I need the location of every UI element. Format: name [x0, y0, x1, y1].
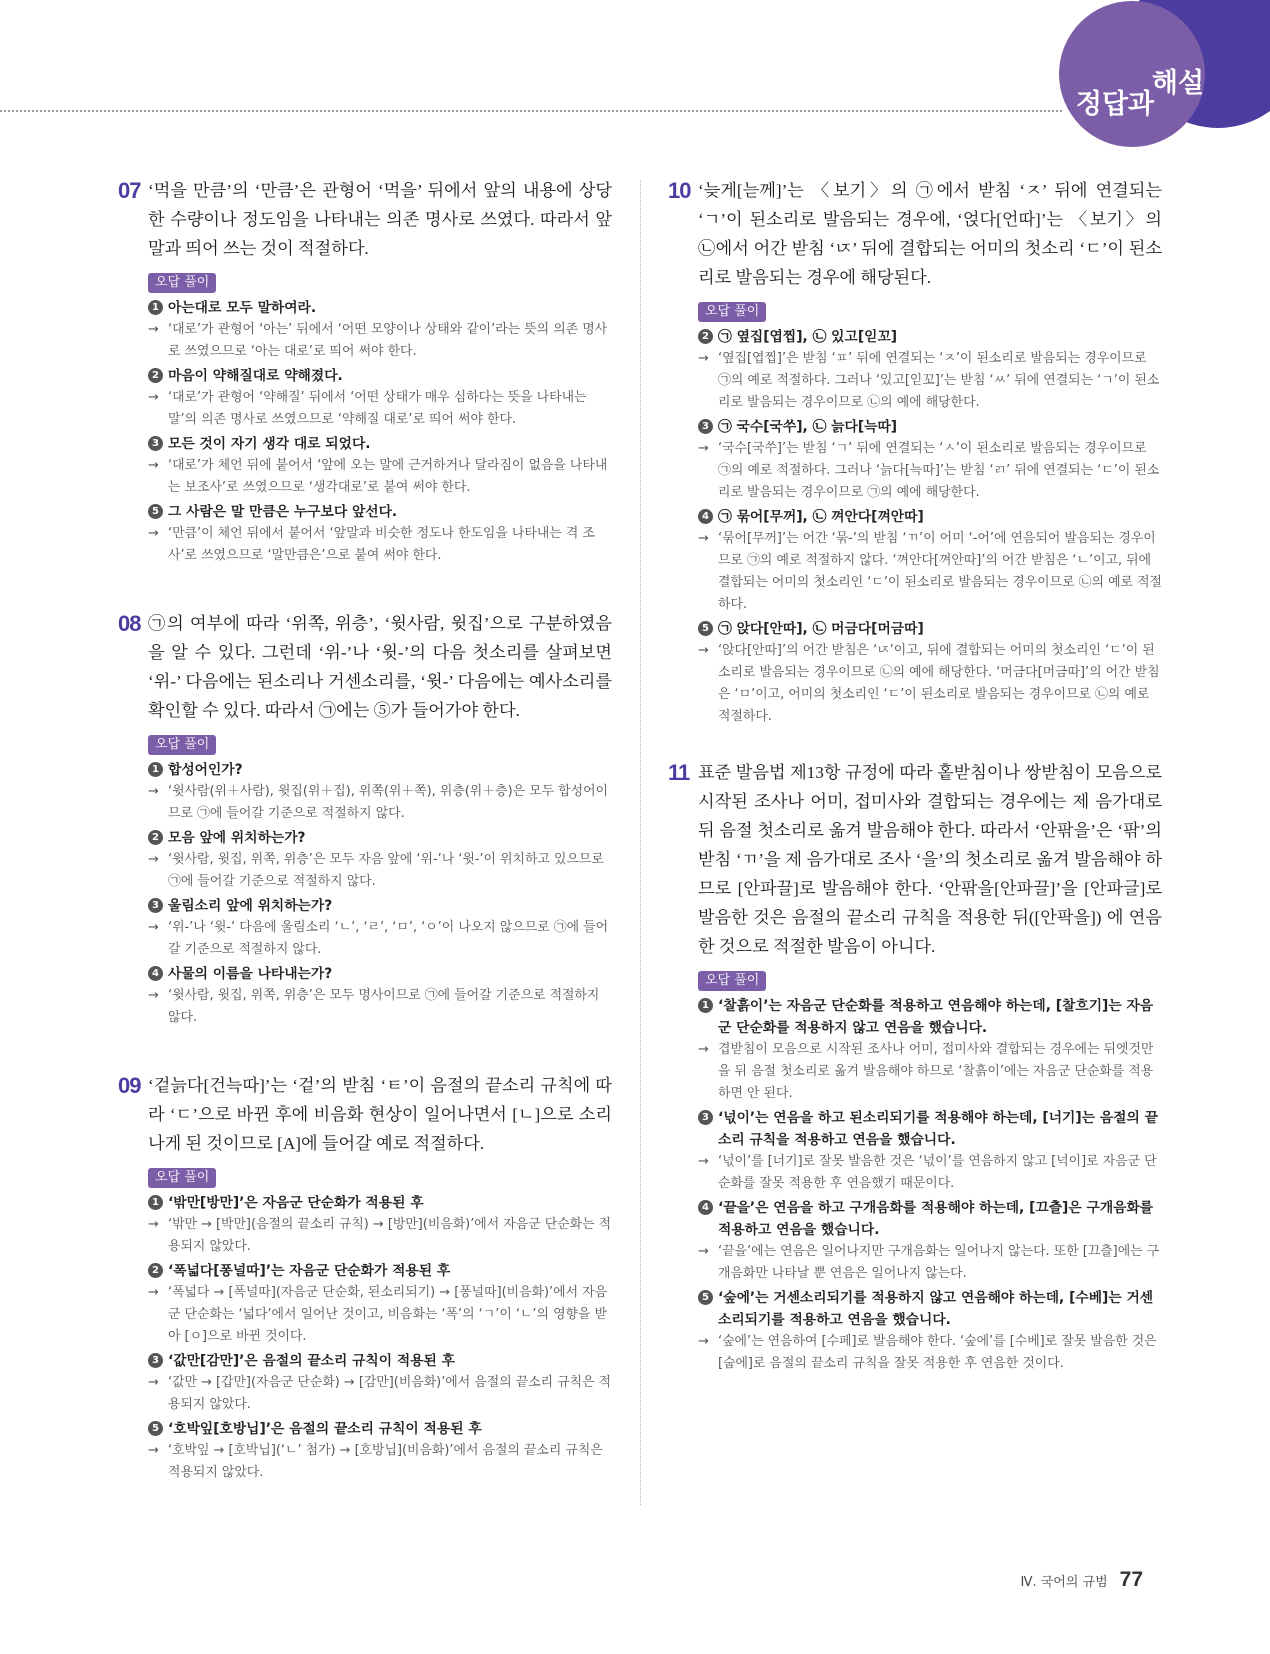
option-item	[148, 1350, 612, 1416]
option-item	[148, 827, 612, 893]
question-07	[118, 176, 612, 567]
arrow-icon: →	[148, 920, 159, 935]
option-item	[148, 1192, 612, 1258]
option-explanation: ‘값만 → [갑만](자음군 단순화) → [감만](비음화)’에서 음절의 끝소리 규칙은 적용되지 않았다.	[168, 1375, 612, 1412]
option-title: 합성어인가?	[168, 762, 243, 778]
option-number-icon: 3	[148, 436, 163, 451]
option-number-icon: 2	[148, 1263, 163, 1278]
left-column	[118, 176, 612, 1484]
arrow-icon: →	[148, 322, 159, 337]
arrow-icon: →	[698, 531, 709, 546]
option-number-icon: 5	[148, 504, 163, 519]
option-item	[698, 995, 1162, 1105]
arrow-icon: →	[698, 1154, 709, 1169]
question-explanation: ‘먹을 만큼’의 ‘만큼’은 관형어 ‘먹을’ 뒤에서 앞의 내용에 상당한 수량이나 정도임을 나타내는 의존 명사로 쓰였다. 따라서 앞말과 띄어 쓰는 것이 적절하다.	[148, 181, 612, 258]
arrow-icon: →	[148, 390, 159, 405]
question-number: 10	[668, 178, 691, 203]
option-number-icon: 2	[698, 329, 713, 344]
wrong-answer-badge: 오답 풀이	[148, 273, 216, 293]
wrong-answer-badge: 오답 풀이	[148, 735, 216, 755]
option-explanation: ‘넋이’를 [너기]로 잘못 발음한 것은 ‘넋이’를 연음하지 않고 [넉이]로 자음군 단순화를 잘못 적용한 후 연음했기 때문이다.	[718, 1154, 1157, 1191]
option-title: ‘호박잎[호방닙]’은 음절의 끝소리 규칙이 적용된 후	[168, 1421, 482, 1437]
page-footer	[1020, 1568, 1143, 1592]
option-explanation: ‘묶어[무꺼]’는 어간 ‘묶-’의 받침 ‘ㄲ’이 어미 ‘-어’에 연음되어 발음되는 경우이므로 ㉠의 예로 적절하지 않다. ‘껴안다[껴안따]’의 어간 받침은 ‘ㄴ’이고, 뒤에 결합되는 어미의 첫소리인 ‘ㄷ’이 된소리로 발음되는 경우이므로 ㉡의 예로 적절하다.	[718, 531, 1162, 612]
wrong-answer-badge: 오답 풀이	[148, 1168, 216, 1188]
option-item	[698, 1287, 1162, 1375]
option-number-icon: 3	[148, 898, 163, 913]
header-dotted-rule	[0, 110, 1062, 112]
option-title: ‘숲에’는 거센소리되기를 적용하지 않고 연음해야 하는데, [수베]는 거센소리되기를 적용하고 연음을 했습니다.	[718, 1290, 1154, 1328]
option-item	[698, 1107, 1162, 1195]
option-title: 사물의 이름을 나타내는가?	[168, 966, 333, 982]
option-explanation: ‘밖만 → [박만](음절의 끝소리 규칙) → [방만](비음화)’에서 자음군 단순화는 적용되지 않았다.	[168, 1217, 612, 1254]
option-title: ㉠ 앉다[안따], ㉡ 머금다[머금따]	[718, 621, 924, 637]
option-number-icon: 1	[698, 998, 713, 1013]
option-item	[148, 433, 612, 499]
arrow-icon: →	[148, 1285, 159, 1300]
arrow-icon: →	[698, 351, 709, 366]
option-number-icon: 2	[148, 368, 163, 383]
option-item	[148, 365, 612, 431]
option-title: 아는대로 모두 말하여라.	[168, 300, 317, 316]
option-number-icon: 3	[698, 419, 713, 434]
arrow-icon: →	[148, 1375, 159, 1390]
option-number-icon: 4	[698, 509, 713, 524]
wrong-answer-badge: 오답 풀이	[698, 302, 766, 322]
option-explanation: ‘호박잎 → [호박닙](‘ㄴ’ 첨가) → [호방닙](비음화)’에서 음절의 끝소리 규칙은 적용되지 않았다.	[168, 1443, 603, 1480]
option-item	[698, 416, 1162, 504]
header-title-line1: 해설	[1151, 68, 1205, 98]
option-title: 모든 것이 자기 생각 대로 되었다.	[168, 436, 371, 452]
option-explanation: ‘윗사람, 윗집, 위쪽, 위층’은 모두 명사이므로 ㉠에 들어갈 기준으로 적절하지 않다.	[168, 988, 600, 1025]
option-item	[698, 506, 1162, 616]
question-explanation: ㉠의 여부에 따라 ‘위쪽, 위층’, ‘윗사람, 윗집’으로 구분하였음을 알 수 있다. 그런데 ‘위-’나 ‘윗-’의 다음 첫소리를 살펴보면 ‘위-’ 다음에는 된소리나 거센소리를, ‘윗-’ 다음에는 예사소리를 확인할 수 있다. 따라서 ㉠에는 ⑤가 들어가야 한다.	[148, 614, 612, 720]
question-08	[118, 609, 612, 1029]
option-number-icon: 4	[698, 1200, 713, 1215]
footer-section-title: Ⅳ. 국어의 규범	[1020, 1575, 1108, 1590]
option-number-icon: 1	[148, 1195, 163, 1210]
option-item	[148, 963, 612, 1029]
arrow-icon: →	[148, 458, 159, 473]
option-explanation: ‘폭넓다 → [폭널따](자음군 단순화, 된소리되기) → [퐁널따](비음화)’에서 자음군 단순화는 ‘넓다’에서 일어난 것이고, 비음화는 ‘폭’의 ‘ㄱ’이 ‘ㄴ’의 영향을 받아 [ㅇ]으로 바뀐 것이다.	[168, 1285, 608, 1344]
question-10	[668, 176, 1162, 728]
option-explanation: ‘윗사람, 윗집, 위쪽, 위층’은 모두 자음 앞에 ‘위-’나 ‘윗-’이 위치하고 있으므로 ㉠에 들어갈 기준으로 적절하지 않다.	[168, 852, 604, 889]
option-explanation: ‘윗사람(위＋사람), 윗집(위＋집), 위쪽(위＋쪽), 위층(위＋층)은 모두 합성어이므로 ㉠에 들어갈 기준으로 적절하지 않다.	[168, 784, 608, 821]
option-item	[148, 895, 612, 961]
option-explanation: ‘숲에’는 연음하여 [수페]로 발음해야 한다. ‘숲에’를 [수베]로 잘못 발음한 것은 [숩에]로 음절의 끝소리 규칙을 잘못 적용한 후 연음한 것이다.	[718, 1334, 1157, 1371]
option-number-icon: 1	[148, 762, 163, 777]
option-title: ㉠ 옆집[엽찝], ㉡ 있고[읻꼬]	[718, 329, 898, 345]
page-number: 77	[1119, 1568, 1143, 1591]
option-explanation: ‘만큼’이 체언 뒤에서 붙어서 ‘앞말과 비슷한 정도나 한도임을 나타내는 격 조사’로 쓰였으므로 ‘말만큼은’으로 붙여 써야 한다.	[168, 526, 595, 563]
option-number-icon: 1	[148, 300, 163, 315]
arrow-icon: →	[698, 1042, 709, 1057]
question-number: 11	[668, 760, 690, 785]
option-explanation: ‘대로’가 체언 뒤에 붙어서 ‘앞에 오는 말에 근거하거나 달라짐이 없음을 나타내는 보조사’로 쓰였으므로 ‘생각대로’로 붙여 써야 한다.	[168, 458, 608, 495]
question-explanation: ‘겉늙다[건늑따]’는 ‘겉’의 받침 ‘ㅌ’이 음절의 끝소리 규칙에 따라 ‘ㄷ’으로 바뀐 후에 비음화 현상이 일어나면서 [ㄴ]으로 소리 나게 된 것이므로 [A]에 들어갈 예로 적절하다.	[148, 1076, 612, 1153]
option-item	[148, 501, 612, 567]
option-item	[148, 1260, 612, 1348]
header-corner-decoration	[0, 0, 1270, 160]
arrow-icon: →	[698, 1334, 709, 1349]
option-number-icon: 2	[148, 830, 163, 845]
question-number: 08	[118, 611, 141, 636]
arrow-icon: →	[698, 1244, 709, 1259]
arrow-icon: →	[148, 852, 159, 867]
option-title: ‘찰흙이’는 자음군 단순화를 적용하고 연음해야 하는데, [찰흐기]는 자음군 단순화를 적용하지 않고 연음을 했습니다.	[718, 998, 1154, 1036]
option-title: ‘값만[감만]’은 음절의 끝소리 규칙이 적용된 후	[168, 1353, 456, 1369]
option-item	[148, 297, 612, 363]
option-number-icon: 3	[148, 1353, 163, 1368]
question-number: 09	[118, 1073, 141, 1098]
option-title: ‘넋이’는 연음을 하고 된소리되기를 적용해야 하는데, [너기]는 음절의 끝소리 규칙을 적용하고 연음을 했습니다.	[718, 1110, 1158, 1148]
option-number-icon: 5	[148, 1421, 163, 1436]
option-explanation: ‘끝을’에는 연음은 일어나지만 구개음화는 일어나지 않는다. 또한 [끄츨]에는 구개음화만 나타날 뿐 연음은 일어나지 않는다.	[718, 1244, 1160, 1281]
option-item	[698, 326, 1162, 414]
option-explanation: ‘국수[국쑤]’는 받침 ‘ㄱ’ 뒤에 연결되는 ‘ㅅ’이 된소리로 발음되는 경우이므로 ㉠의 예로 적절하다. 그러나 ‘늙다[늑따]’는 받침 ‘ㄺ’ 뒤에 연결되는 ‘ㄷ’이 된소리로 발음되는 경우이므로 ㉠의 예에 해당한다.	[718, 441, 1160, 500]
option-explanation: ‘위-’나 ‘윗-’ 다음에 울림소리 ‘ㄴ’, ‘ㄹ’, ‘ㅁ’, ‘ㅇ’이 나오지 않으므로 ㉠에 들어갈 기준으로 적절하지 않다.	[168, 920, 609, 957]
question-11	[668, 758, 1162, 1375]
header-title-line2: 정답과	[1075, 89, 1155, 119]
option-number-icon: 5	[698, 621, 713, 636]
option-number-icon: 3	[698, 1110, 713, 1125]
arrow-icon: →	[148, 784, 159, 799]
arrow-icon: →	[698, 643, 709, 658]
wrong-answer-badge: 오답 풀이	[698, 971, 766, 991]
option-item	[148, 1418, 612, 1484]
arrow-icon: →	[148, 1217, 159, 1232]
question-explanation: 표준 발음법 제13항 규정에 따라 홑받침이나 쌍받침이 모음으로 시작된 조사나 어미, 접미사와 결합되는 경우에는 제 음가대로 뒤 음절 첫소리로 옮겨 발음해야 한다. 따라서 ‘안팎을’은 ‘팎’의 받침 ‘ㄲ’을 제 음가대로 조사 ‘을’의 첫소리로 옮겨 발음해야 하므로 [안파끌]로 발음해야 한다. ‘안팎을[안파끌]’을 [안파글]로 발음한 것은 음절의 끝소리 규칙을 적용한 뒤([안팍을]) 에 연음한 것으로 적절한 발음이 아니다.	[698, 763, 1162, 956]
option-title: 모음 앞에 위치하는가?	[168, 830, 306, 846]
arrow-icon: →	[148, 988, 159, 1003]
option-title: ㉠ 국수[국쑤], ㉡ 늙다[늑따]	[718, 419, 898, 435]
option-explanation: 겹받침이 모음으로 시작된 조사나 어미, 접미사와 결합되는 경우에는 뒤엣것만을 뒤 음절 첫소리로 옮겨 발음해야 하므로 ‘찰흙이’에는 자음군 단순화를 적용하면 안 된다.	[718, 1042, 1154, 1101]
arrow-icon: →	[148, 1443, 159, 1458]
option-title: 마음이 약해질대로 약해졌다.	[168, 368, 343, 384]
question-explanation: ‘늦게[늗께]’는 〈보기〉의 ㉠에서 받침 ‘ㅈ’ 뒤에 연결되는 ‘ㄱ’이 된소리로 발음되는 경우에, ‘얹다[언따]’는 〈보기〉의 ㉡에서 어간 받침 ‘ㄵ’ 뒤에 결합되는 어미의 첫소리 ‘ㄷ’이 된소리로 발음되는 경우에 해당된다.	[698, 181, 1162, 287]
arrow-icon: →	[698, 441, 709, 456]
option-title: 그 사람은 말 만큼은 누구보다 앞선다.	[168, 504, 398, 520]
option-item	[698, 1197, 1162, 1285]
option-title: ‘폭넓다[퐁널따]’는 자음군 단순화가 적용된 후	[168, 1263, 451, 1279]
option-explanation: ‘대로’가 관형어 ‘약해질’ 뒤에서 ‘어떤 상태가 매우 심하다는 뜻을 나타내는 말’의 의존 명사로 쓰였으므로 ‘약해질 대로’로 띄어 써야 한다.	[168, 390, 587, 427]
question-09	[118, 1071, 612, 1484]
option-number-icon: 4	[148, 966, 163, 981]
right-column	[668, 176, 1162, 1375]
option-explanation: ‘앉다[안따]’의 어간 받침은 ‘ㄵ’이고, 뒤에 결합되는 어미의 첫소리인 ‘ㄷ’이 된소리로 발음되는 경우이므로 ㉡의 예에 해당한다. ‘머금다[머금따]’의 어간 받침은 ‘ㅁ’이고, 어미의 첫소리인 ‘ㄷ’이 된소리로 발음되는 경우이므로 ㉡의 예로 적절하다.	[718, 643, 1160, 724]
option-title: 울림소리 앞에 위치하는가?	[168, 898, 333, 914]
option-explanation: ‘대로’가 관형어 ‘아는’ 뒤에서 ‘어떤 모양이나 상태와 같이’라는 뜻의 의존 명사로 쓰였으므로 ‘아는 대로’로 띄어 써야 한다.	[168, 322, 608, 359]
option-title: ㉠ 묶어[무꺼], ㉡ 껴안다[껴안따]	[718, 509, 924, 525]
option-explanation: ‘옆집[엽찝]’은 받침 ‘ㅍ’ 뒤에 연결되는 ‘ㅈ’이 된소리로 발음되는 경우이므로 ㉠의 예로 적절하다. 그러나 ‘있고[읻꼬]’는 받침 ‘ㅆ’ 뒤에 연결되는 ‘ㄱ’이 된소리로 발음되는 경우이므로 ㉡의 예에 해당한다.	[718, 351, 1160, 410]
column-divider	[640, 180, 641, 1505]
option-item	[148, 759, 612, 825]
option-title: ‘밖만[방만]’은 자음군 단순화가 적용된 후	[168, 1195, 424, 1211]
option-number-icon: 5	[698, 1290, 713, 1305]
option-item	[698, 618, 1162, 728]
arrow-icon: →	[148, 526, 159, 541]
option-title: ‘끝을’은 연음을 하고 구개음화를 적용해야 하는데, [끄츨]은 구개음화를 적용하고 연음을 했습니다.	[718, 1200, 1154, 1238]
question-number: 07	[118, 178, 141, 203]
